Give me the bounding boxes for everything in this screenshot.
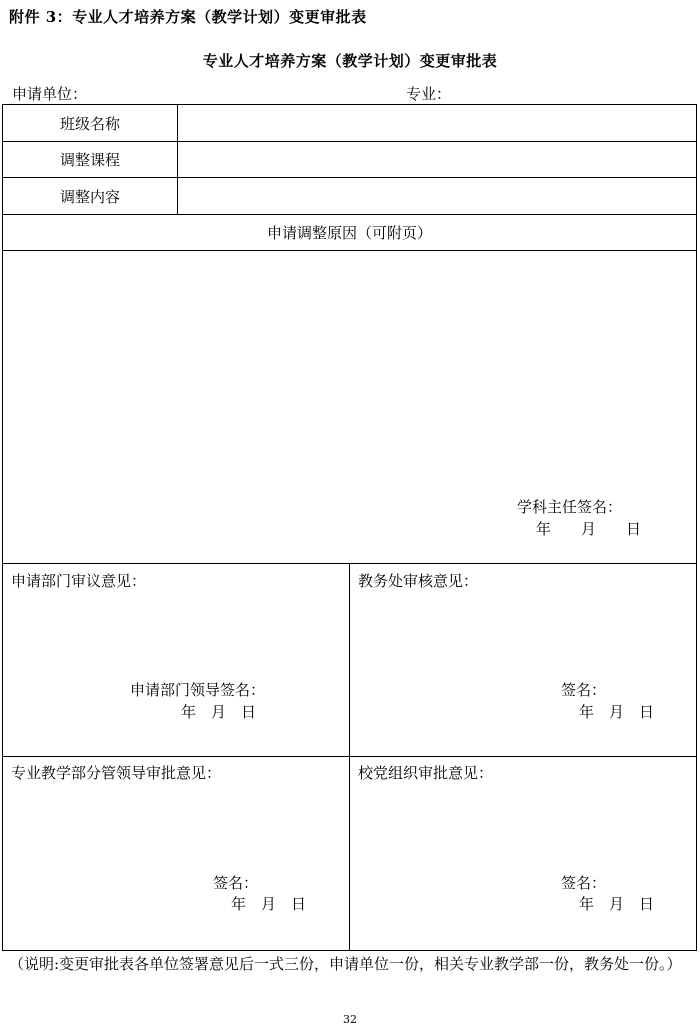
form-title: 专业人才培养方案（教学计划）变更审批表 (202, 52, 498, 70)
teaching-dept-heading: 专业教学部分管领导审批意见： (11, 764, 222, 782)
academic-affairs-signature-label: 签名： (561, 681, 607, 699)
adjusted-content-label: 调整内容 (59, 188, 120, 206)
approval-form-table (2, 104, 697, 951)
teaching-dept-date: 年 月 日 (231, 895, 307, 913)
subject-director-signature-label: 学科主任签名： (517, 498, 623, 516)
reason-header: 申请调整原因（可附页） (266, 224, 432, 242)
adjusted-course-label: 调整课程 (59, 151, 120, 169)
dept-review-heading: 申请部门审议意见： (11, 572, 147, 590)
page-number: 32 (343, 1013, 357, 1026)
reason-date: 年 月 日 (536, 520, 642, 538)
column-divider (349, 563, 350, 950)
attachment-heading: 附件 3：专业人才培养方案（教学计划）变更审批表 (9, 8, 367, 26)
major-label: 专业： (406, 85, 452, 103)
class-name-label: 班级名称 (59, 115, 120, 133)
applicant-unit-label: 申请单位： (12, 85, 88, 103)
adjusted-content-field[interactable] (178, 178, 696, 213)
dept-leader-signature-label: 申请部门领导签名： (130, 681, 266, 699)
academic-affairs-heading: 教务处审核意见： (358, 572, 479, 590)
teaching-dept-signature-label: 签名： (213, 874, 259, 892)
party-org-signature-label: 签名： (561, 874, 607, 892)
party-org-heading: 校党组织审批意见： (358, 764, 494, 782)
adjusted-course-field[interactable] (178, 142, 696, 176)
form-note: （说明:变更审批表各单位签署意见后一式三份，申请单位一份，相关专业教学部一份，教务处一份。） (9, 955, 682, 973)
dept-review-date: 年 月 日 (181, 703, 257, 721)
party-org-date: 年 月 日 (579, 895, 655, 913)
row-divider (3, 214, 696, 215)
reason-field[interactable] (3, 251, 696, 491)
class-name-field[interactable] (178, 106, 696, 140)
academic-affairs-date: 年 月 日 (579, 703, 655, 721)
